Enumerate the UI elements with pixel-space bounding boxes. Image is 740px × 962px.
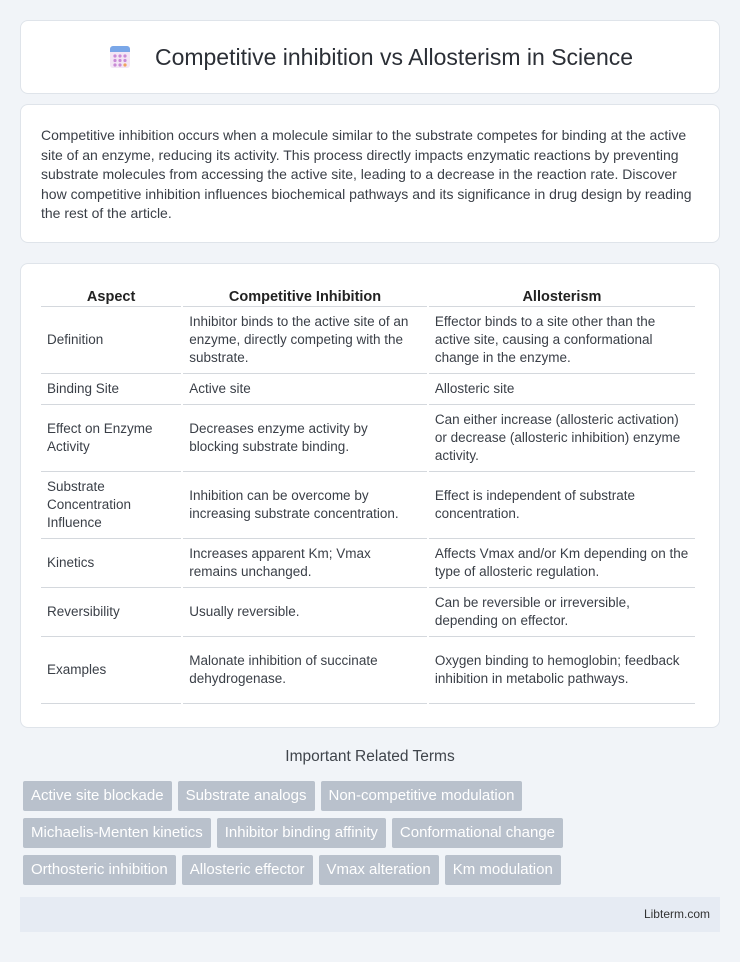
tag-active-site-blockade[interactable]: Active site blockade bbox=[23, 781, 172, 811]
tag-row bbox=[23, 818, 723, 848]
row-aspect: Substrate Concentration Influence bbox=[41, 472, 181, 539]
tag-substrate-analogs[interactable]: Substrate analogs bbox=[178, 781, 315, 811]
row-competitive: Malonate inhibition of succinate dehydrogenase. bbox=[183, 637, 427, 704]
tag-row bbox=[23, 855, 723, 885]
related-terms-title: Important Related Terms bbox=[285, 748, 455, 765]
table-row bbox=[41, 539, 695, 588]
tag-conformational-change[interactable]: Conformational change bbox=[392, 818, 563, 848]
page-title: Competitive inhibition vs Allosterism in Science bbox=[154, 43, 634, 70]
table-row bbox=[41, 405, 695, 472]
row-allosterism: Can either increase (allosteric activation) or decrease (allosteric inhibition) enzyme activity. bbox=[429, 405, 695, 472]
intro-card bbox=[20, 104, 720, 243]
intro-text: Competitive inhibition occurs when a molecule similar to the substrate competes for binding at the active site of an enzyme, reducing its activity. This process directly impacts enzymatic reactions by preventing substrate molecules from accessing the active site, leading to a decrease in the reaction rate. Discover how competitive inhibition influences biochemical pathways and its significance in drug design by reading the rest of the article. bbox=[41, 127, 692, 221]
tag-allosteric-effector[interactable]: Allosteric effector bbox=[182, 855, 313, 885]
header-competitive-inhibition: Competitive Inhibition bbox=[183, 284, 427, 307]
tag-vmax-alteration[interactable]: Vmax alteration bbox=[319, 855, 439, 885]
footer bbox=[20, 897, 720, 932]
row-competitive: Increases apparent Km; Vmax remains unchanged. bbox=[183, 539, 427, 588]
related-terms-section bbox=[0, 748, 740, 766]
row-allosterism: Effector binds to a site other than the active site, causing a conformational change in the enzyme. bbox=[429, 307, 695, 374]
row-competitive: Inhibitor binds to the active site of an enzyme, directly competing with the substrate. bbox=[183, 307, 427, 374]
title-card bbox=[20, 20, 720, 94]
row-competitive: Inhibition can be overcome by increasing substrate concentration. bbox=[183, 472, 427, 539]
row-allosterism: Allosteric site bbox=[429, 374, 695, 405]
comparison-table-card bbox=[20, 263, 720, 728]
table-row bbox=[41, 472, 695, 539]
row-competitive: Decreases enzyme activity by blocking substrate binding. bbox=[183, 405, 427, 472]
footer-site-link[interactable]: Libterm.com bbox=[643, 907, 710, 921]
row-aspect: Effect on Enzyme Activity bbox=[41, 405, 181, 472]
tag-orthosteric-inhibition[interactable]: Orthosteric inhibition bbox=[23, 855, 176, 885]
row-aspect: Binding Site bbox=[41, 374, 181, 405]
tag-non-competitive-modulation[interactable]: Non-competitive modulation bbox=[321, 781, 523, 811]
calculator-icon bbox=[107, 44, 133, 70]
row-competitive: Usually reversible. bbox=[183, 588, 427, 637]
row-allosterism: Effect is independent of substrate concentration. bbox=[429, 472, 695, 539]
tag-michaelis-menten-kinetics[interactable]: Michaelis-Menten kinetics bbox=[23, 818, 211, 848]
row-allosterism: Can be reversible or irreversible, depending on effector. bbox=[429, 588, 695, 637]
header-allosterism: Allosterism bbox=[429, 284, 695, 307]
table-row bbox=[41, 307, 695, 374]
row-aspect: Examples bbox=[41, 637, 181, 704]
comparison-table bbox=[39, 284, 697, 704]
table-row bbox=[41, 637, 695, 704]
row-allosterism: Oxygen binding to hemoglobin; feedback inhibition in metabolic pathways. bbox=[429, 637, 695, 704]
tag-km-modulation[interactable]: Km modulation bbox=[445, 855, 561, 885]
related-terms-tags bbox=[23, 781, 723, 892]
tag-inhibitor-binding-affinity[interactable]: Inhibitor binding affinity bbox=[217, 818, 386, 848]
row-aspect: Definition bbox=[41, 307, 181, 374]
header-aspect: Aspect bbox=[41, 284, 181, 307]
table-row bbox=[41, 374, 695, 405]
row-aspect: Reversibility bbox=[41, 588, 181, 637]
table-header-row bbox=[41, 284, 695, 307]
row-allosterism: Affects Vmax and/or Km depending on the type of allosteric regulation. bbox=[429, 539, 695, 588]
table-row bbox=[41, 588, 695, 637]
row-competitive: Active site bbox=[183, 374, 427, 405]
row-aspect: Kinetics bbox=[41, 539, 181, 588]
tag-row bbox=[23, 781, 723, 811]
